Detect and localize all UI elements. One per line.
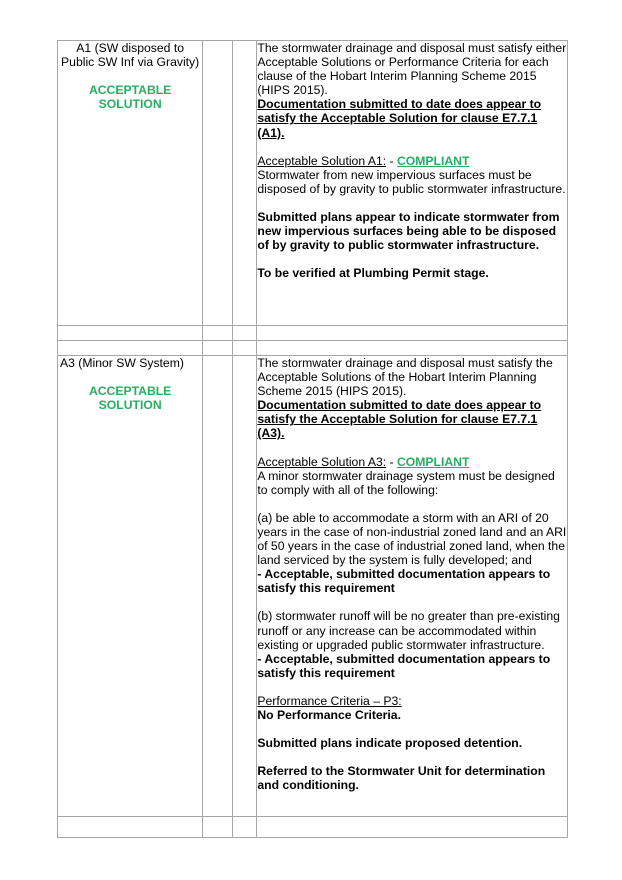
separator-a3: -	[386, 454, 397, 469]
status-solution-a1: SOLUTION	[98, 97, 162, 112]
intro-a1: The stormwater drainage and disposal must satisfy either Acceptable Solutions or Performance Criteria for each clause of the Hobart Interim Planning Scheme 2015 (HIPS 2015).	[257, 41, 567, 98]
acceptable-solution-line-a3	[257, 455, 567, 469]
requirement-a-result: - Acceptable, submitted documentation appears to satisfy this requirement	[257, 567, 551, 596]
table-row-a3	[58, 356, 568, 817]
acceptable-solution-heading-a3: Acceptable Solution A3:	[257, 454, 387, 469]
clause-label-a3	[58, 356, 203, 817]
clause-title-a3: A3 (Minor SW System)	[60, 356, 184, 370]
clause-title-a1-line1: A1 (SW disposed to	[76, 41, 184, 55]
assessment-a3	[257, 356, 568, 817]
intro-a3: The stormwater drainage and disposal must satisfy the Acceptable Solutions of the Hobart Interim Planning Scheme 2015 (HIPS 2015).	[257, 356, 553, 399]
blank-cell	[233, 41, 257, 326]
blank-cell	[233, 356, 257, 817]
compliant-badge-a1: COMPLIANT	[396, 153, 470, 168]
requirement-b-result: - Acceptable, submitted documentation appears to satisfy this requirement	[257, 651, 551, 680]
separator-a1: -	[386, 153, 397, 168]
performance-criteria-text: No Performance Criteria.	[257, 707, 401, 722]
finding-a1: Submitted plans appear to indicate stormwater from new impervious surfaces being able to be disposed of by gravity to public stormwater infrastructure.	[257, 209, 560, 253]
trailing-row	[58, 817, 568, 838]
performance-criteria-heading: Performance Criteria – P3:	[257, 693, 402, 708]
finding-a3: Submitted plans indicate proposed detention.	[257, 736, 523, 751]
referral-note-a3: Referred to the Stormwater Unit for determination and conditioning.	[257, 764, 546, 793]
spacer-row	[58, 326, 568, 341]
status-solution-a3: SOLUTION	[98, 398, 162, 413]
acceptable-solution-text-a3: A minor stormwater drainage system must be designed to comply with all of the following:	[257, 468, 555, 497]
requirement-b: (b) stormwater runoff will be no greater than pre-existing runoff or any increase can be accommodated within existing or upgraded public stormwater infrastructure.	[257, 609, 560, 652]
requirement-a: (a) be able to accommodate a storm with an ARI of 20 years in the case of non-industrial zoned land and an ARI of 50 years in the case of industrial zoned land, when the land serviced by the system is fully developed; and	[257, 510, 567, 568]
status-acceptable-a1: ACCEPTABLE	[88, 83, 172, 98]
clause-label-a1	[58, 41, 203, 326]
verify-note-a1: To be verified at Plumbing Permit stage.	[257, 266, 489, 281]
acceptable-solution-heading-a1: Acceptable Solution A1:	[257, 153, 387, 168]
documentation-statement-a1: Documentation submitted to date does appear to satisfy the Acceptable Solution for clause E7.7.1 (A1).	[257, 97, 542, 140]
blank-cell	[203, 41, 233, 326]
table-row-a1	[58, 41, 568, 326]
documentation-statement-a3: Documentation submitted to date does appear to satisfy the Acceptable Solution for clause E7.7.1 (A3).	[257, 398, 542, 441]
blank-cell	[203, 356, 233, 817]
clause-title-a1-line2: Public SW Inf via Gravity)	[61, 55, 200, 70]
compliant-badge-a3: COMPLIANT	[396, 454, 470, 469]
assessment-table	[57, 40, 568, 838]
acceptable-solution-text-a1: Stormwater from new impervious surfaces must be disposed of by gravity to public stormwater infrastructure.	[257, 167, 566, 196]
acceptable-solution-line-a1	[257, 154, 567, 168]
assessment-a1	[257, 41, 568, 326]
status-acceptable-a3: ACCEPTABLE	[88, 384, 172, 399]
spacer-row	[58, 341, 568, 356]
